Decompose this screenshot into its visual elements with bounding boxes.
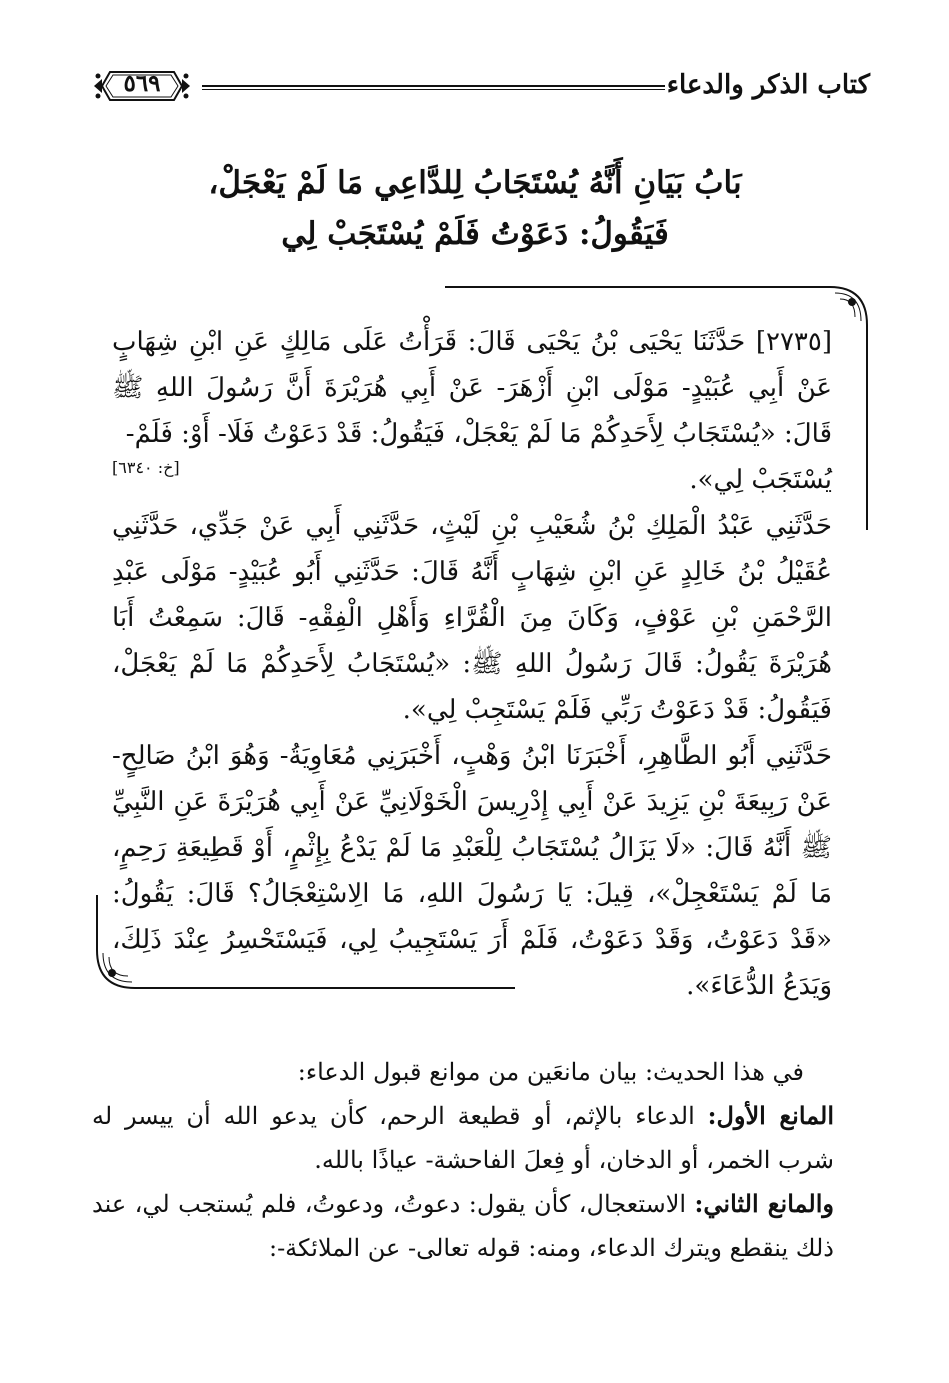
hadith-paragraph-1: [٢٧٣٥] حَدَّثَنَا يَحْيَى بْنُ يَحْيَى قَالَ: قَرَأْتُ عَلَى مَالِكٍ عَنِ ابْنِ شِهَابٍ عَنْ أَبِي عُبَيْدٍ- مَوْلَى ابْنِ أَزْهَرَ- عَنْ أَبِي هُرَيْرَةَ أَنَّ رَسُولَ اللهِ ﷺ قَالَ: «يُسْتَجَابُ لِأَحَدِكُمْ مَا لَمْ يَعْجَلْ، فَيَقُولُ: قَدْ دَعَوْتُ فَلَا- أَوْ: فَلَمْ- xyxy=(112,327,832,449)
hadith-paragraph-3: حَدَّثَنِي أَبُو الطَّاهِرِ، أَخْبَرَنَا ابْنُ وَهْبٍ، أَخْبَرَنِي مُعَاوِيَةُ- وَهُوَ ابْنُ صَالِحٍ- عَنْ رَبِيعَةَ بْنِ يَزِيدَ عَنْ أَبِي إِدْرِيسَ الْخَوْلَانِيِّ عَنْ أَبِي هُرَيْرَةَ عَنِ النَّبِيِّ ﷺ أَنَّهُ قَالَ: «لَا يَزَالُ يُسْتَجَابُ لِلْعَبْدِ مَا لَمْ يَدْعُ بِإِثْمٍ، أَوْ قَطِيعَةِ رَحِمٍ، مَا لَمْ يَسْتَعْجِلْ»، قِيلَ: يَا رَسُولَ اللهِ، مَا الِاسْتِعْجَالُ؟ قَالَ: يَقُولُ: «قَدْ دَعَوْتُ، وَقَدْ دَعَوْتُ، فَلَمْ أَرَ يَسْتَجِيبُ لِي، فَيَسْتَحْسِرُ عِنْدَ ذَلِكَ، وَيَدَعُ الدُّعَاءَ». xyxy=(112,741,833,1001)
hadith-text xyxy=(112,319,832,1009)
first-obstacle-text: الدعاء بالإثم، أو قطيعة الرحم، كأن يدعو الله أن ييسر له شرب الخمر، أو الدخان، أو فِعلَ الفاحشة- عياذًا بالله. xyxy=(92,1102,834,1174)
hadith-citation: [خ: ٦٣٤٠] xyxy=(112,458,180,477)
chapter-title xyxy=(150,158,800,260)
commentary-first-obstacle xyxy=(92,1094,834,1182)
hadith-paragraph-2: حَدَّثَنِي عَبْدُ الْمَلِكِ بْنُ شُعَيْبِ بْنِ لَيْثٍ، حَدَّثَنِي أَبِي عَنْ جَدِّي، حَدَّثَنِي عُقَيْلُ بْنُ خَالِدٍ عَنِ ابْنِ شِهَابٍ أَنَّهُ قَالَ: حَدَّثَنِي أَبُو عُبَيْدٍ- مَوْلَى عَبْدِ الرَّحْمَنِ بْنِ عَوْفٍ، وَكَانَ مِنَ الْقُرَّاءِ وَأَهْلِ الْفِقْهِ- قَالَ: سَمِعْتُ أَبَا هُرَيْرَةَ يَقُولُ: قَالَ رَسُولُ اللهِ ﷺ: «يُسْتَجَابُ لِأَحَدِكُمْ مَا لَمْ يَعْجَلْ، فَيَقُولُ: قَدْ دَعَوْتُ رَبِّي فَلَمْ يَسْتَجِبْ لِي». xyxy=(112,511,832,725)
page-header xyxy=(92,62,870,118)
hadith-paragraph-1-tail: يُسْتَجَبْ لِي». xyxy=(689,465,832,495)
chapter-title-line-1: بَابُ بَيَانِ أَنَّهُ يُسْتَجَابُ لِلدَّاعِي مَا لَمْ يَعْجَلْ، xyxy=(208,165,742,201)
page-number: ٥٦٩ xyxy=(123,70,161,97)
commentary-second-obstacle xyxy=(92,1182,834,1270)
hadith-reference-line xyxy=(112,457,832,503)
commentary-intro: في هذا الحديث: بيان مانعَين من موانع قبول الدعاء: xyxy=(297,1058,804,1086)
first-obstacle-label: المانع الأول: xyxy=(707,1101,834,1130)
commentary xyxy=(92,1050,834,1270)
chapter-title-line-2: فَيَقُولُ: دَعَوْتُ فَلَمْ يُسْتَجَبْ لِي xyxy=(281,216,669,252)
running-title: كتاب الذكر والدعاء xyxy=(666,70,870,100)
second-obstacle-label: والمانع الثاني: xyxy=(694,1189,834,1218)
header-rule xyxy=(202,85,665,90)
page-number-badge xyxy=(92,62,192,110)
second-obstacle-text: الاستعجال، كأن يقول: دعوتُ، ودعوتُ، فلم يُستجب لي، عند ذلك ينقطع ويترك الدعاء، ومنه: قوله تعالى- عن الملائكة-: xyxy=(92,1190,834,1262)
